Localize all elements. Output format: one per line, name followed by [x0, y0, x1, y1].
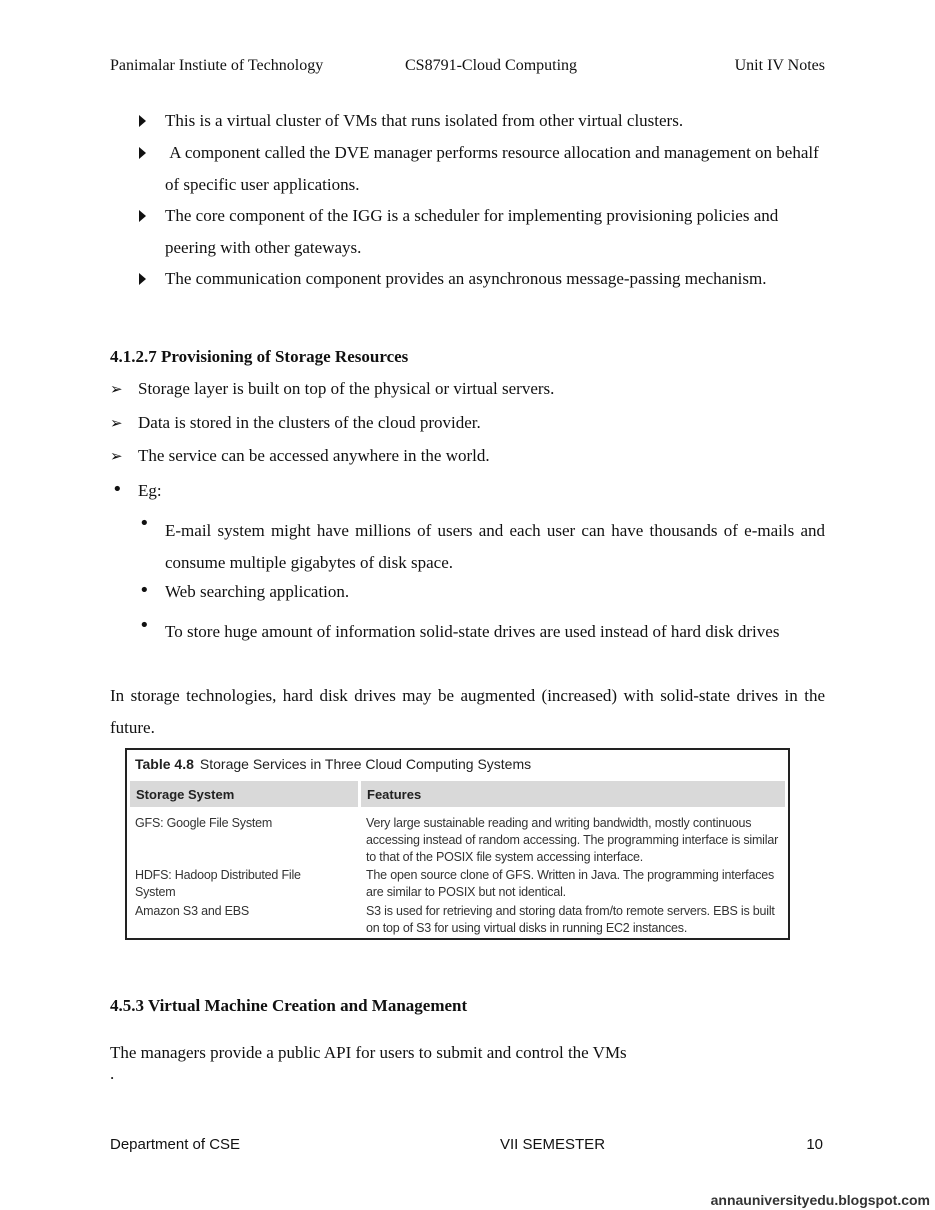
- dot-bullet-icon: •: [139, 513, 150, 534]
- table-cell-features: Very large sustainable reading and writing bandwidth, mostly continuous accessing instead of random accessing. The programming interface is similar to that of the POSIX file system accessing interface.: [366, 816, 779, 864]
- table-cell-system: GFS: Google File System: [135, 816, 273, 830]
- list-item: To store huge amount of information solid-state drives are used instead of hard disk drives: [165, 622, 780, 641]
- list-item: E-mail system might have millions of users and each user can have thousands of e-mails and consume multiple gigabytes of disk space.: [165, 521, 825, 572]
- list-item: Web searching application.: [165, 582, 350, 601]
- table-cell-features: S3 is used for retrieving and storing data from/to remote servers. EBS is built on top of S3 for using virtual disks in running EC2 instances.: [366, 904, 775, 935]
- arrow-bullet-icon: ➢: [110, 414, 123, 432]
- eg-label: Eg:: [138, 481, 162, 500]
- table-number: Table 4.8: [135, 756, 194, 772]
- page-number: 10: [806, 1136, 823, 1153]
- header-unit: Unit IV Notes: [734, 57, 825, 74]
- dot-bullet-icon: •: [139, 615, 150, 636]
- watermark: annauniversityedu.blogspot.com: [710, 1192, 930, 1208]
- dot-bullet-icon: •: [112, 479, 123, 500]
- footer-department: Department of CSE: [110, 1136, 241, 1153]
- section-heading-vm: 4.5.3 Virtual Machine Creation and Management: [110, 996, 468, 1015]
- storage-services-table: [125, 748, 790, 940]
- triangle-bullet-icon: [139, 147, 146, 159]
- list-item: Data is stored in the clusters of the cloud provider.: [138, 413, 481, 432]
- header-institute: Panimalar Instiute of Technology: [110, 57, 324, 74]
- column-divider: [358, 781, 361, 807]
- table-cell-system: Amazon S3 and EBS: [135, 904, 250, 918]
- triangle-bullet-icon: [139, 273, 146, 285]
- table-caption: [135, 756, 531, 772]
- vm-paragraph: The managers provide a public API for users to submit and control the VMs: [110, 1043, 627, 1062]
- triangle-bullet-icon: [139, 115, 146, 127]
- table-cell-features: The open source clone of GFS. Written in Java. The programming interfaces are similar to POSIX but not identical.: [366, 868, 775, 899]
- table-header-row: [130, 781, 785, 807]
- list-item: Storage layer is built on top of the physical or virtual servers.: [138, 379, 555, 398]
- footer-semester: VII SEMESTER: [500, 1136, 606, 1153]
- table-cell-system: HDFS: Hadoop Distributed File System: [135, 868, 301, 899]
- triangle-bullet-icon: [139, 210, 146, 222]
- list-item: The service can be accessed anywhere in the world.: [138, 446, 490, 465]
- storage-paragraph: In storage technologies, hard disk drives may be augmented (increased) with solid-state drives in the future.: [110, 686, 825, 737]
- arrow-bullet-icon: ➢: [110, 447, 123, 465]
- dot-bullet-icon: •: [139, 580, 150, 601]
- header-course: CS8791-Cloud Computing: [405, 57, 578, 74]
- section-heading-storage: 4.1.2.7 Provisioning of Storage Resources: [110, 347, 409, 366]
- column-header-features: Features: [367, 787, 422, 802]
- column-header-system: Storage System: [136, 787, 235, 802]
- arrow-bullet-icon: ➢: [110, 380, 123, 398]
- trailing-period: .: [110, 1064, 115, 1083]
- table-caption-text: Storage Services in Three Cloud Computing Systems: [199, 756, 532, 772]
